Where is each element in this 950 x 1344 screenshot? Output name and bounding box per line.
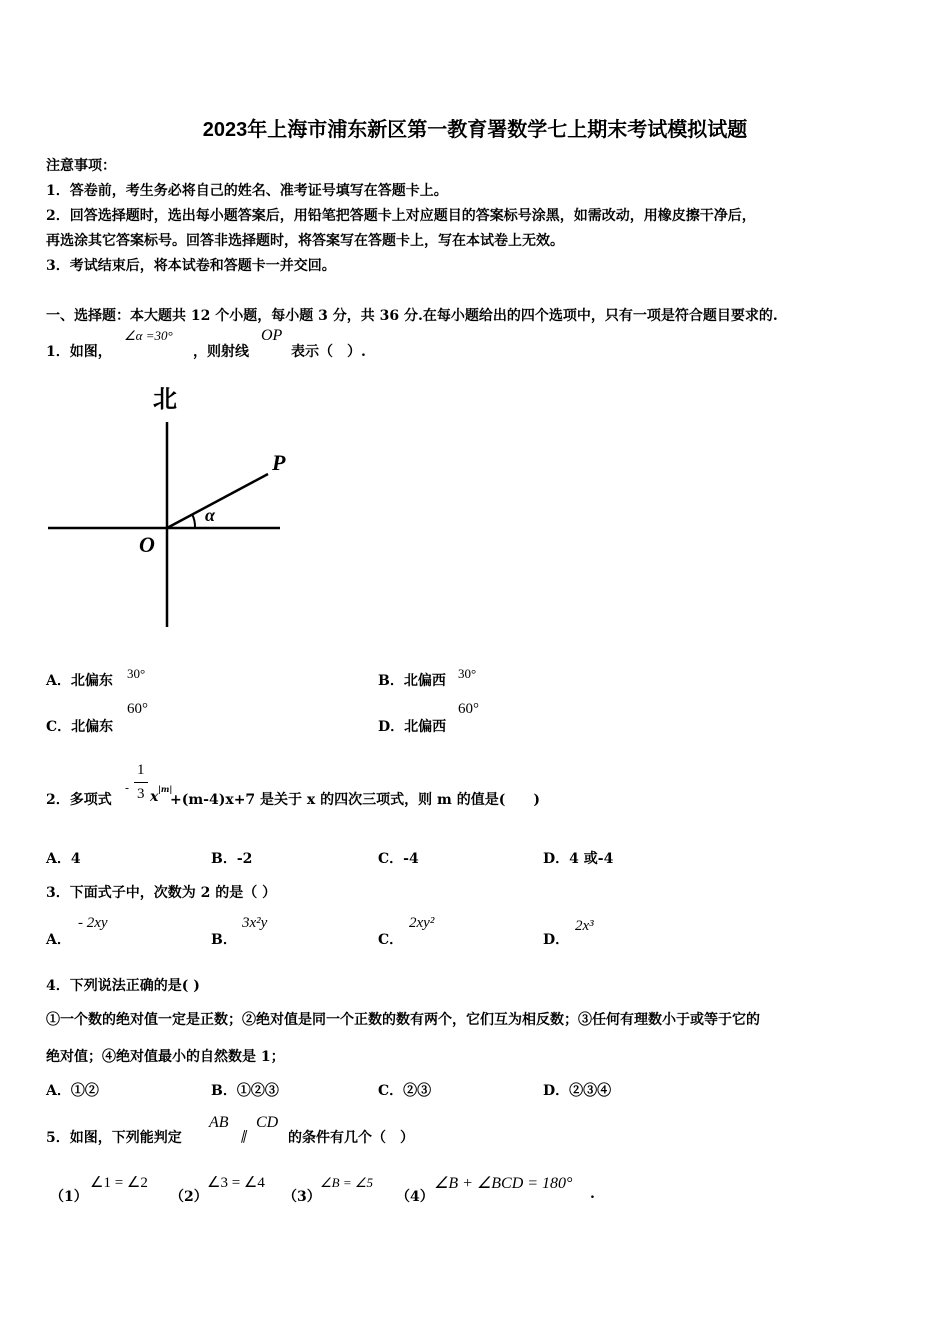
q2-minus: -: [125, 781, 130, 795]
q5-label-1: （1）: [50, 1189, 88, 1205]
q5-parallel: ∥: [240, 1128, 247, 1143]
q5-label-4: （4）: [396, 1189, 434, 1205]
q1-option-a-value: 30°: [127, 666, 146, 681]
q5-cond-4: ∠B + ∠BCD = 180°: [434, 1175, 573, 1192]
north-label: 北: [153, 385, 177, 413]
q5-ab: AB: [209, 1114, 229, 1131]
alpha-label: α: [205, 505, 215, 525]
q3-expr-a: - 2xy: [78, 915, 108, 931]
section-heading: 一、选择题：本大题共 12 个小题，每小题 3 分，共 36 分.在每小题给出的四个选项中，只有一项是符合题目要求的.: [46, 308, 778, 324]
origin-label: O: [139, 532, 155, 557]
q2-option-b: B．-2: [211, 851, 253, 867]
q4-stem: 4．下列说法正确的是( ): [46, 978, 200, 994]
q2-option-a: A．4: [46, 851, 81, 867]
notice-item-2-cont: 再选涂其它答案标号。回答非选择题时，将答案写在答题卡上，写在本试卷上无效。: [46, 233, 564, 249]
q5-label-2: （2）: [170, 1189, 208, 1205]
q4-body-line2: 绝对值；④绝对值最小的自然数是 1；: [46, 1049, 285, 1065]
direction-figure: [40, 380, 300, 635]
q4-body-line1: ①一个数的绝对值一定是正数；②绝对值是同一个正数的数有两个，它们互为相反数；③任何有理数小于或等于它的: [46, 1012, 760, 1028]
q1-option-b: B．北偏西: [378, 673, 446, 689]
q2-rest: +(m-4)x+7 是关于 x 的四次三项式，则 m 的值是( ): [170, 792, 540, 808]
angle-arc: [192, 514, 195, 528]
page-title: 2023年上海市浦东新区第一教育署数学七上期末考试模拟试题: [202, 119, 748, 141]
q1-option-d: D．北偏西: [378, 719, 447, 735]
q3-stem: 3．下面式子中，次数为 2 的是（ ）: [46, 885, 277, 901]
q2-var-x: x: [150, 789, 159, 805]
q4-option-c: C．②③: [378, 1083, 432, 1099]
q1-option-c: C．北偏东: [46, 719, 114, 735]
q1-option-d-value: 60°: [458, 701, 479, 717]
q4-option-d: D．②③④: [543, 1083, 612, 1099]
notice-heading: 注意事项：: [46, 158, 116, 174]
q3-label-b: B．: [211, 932, 237, 948]
notice-item-2: 2．回答选择题时，选出每小题答案后，用铅笔把答题卡上对应题目的答案标号涂黑，如需改动，用橡皮擦干净后，: [46, 208, 756, 224]
q1-prefix: 1．如图，: [46, 344, 112, 360]
notice-item-3: 3．考试结束后，将本试卷和答题卡一并交回。: [46, 258, 336, 274]
q2-frac-den: 3: [137, 786, 145, 802]
q2-frac-bar: [134, 782, 148, 783]
q3-expr-d: 2x³: [575, 918, 594, 934]
q1-suffix: 表示（ ）.: [291, 344, 366, 360]
q3-label-a: A．: [46, 932, 71, 948]
q5-cond-3: ∠B = ∠5: [320, 1175, 374, 1190]
q2-option-c: C．-4: [378, 851, 419, 867]
q2-prefix: 2．多项式: [46, 792, 112, 808]
q2-exponent: |m|: [158, 784, 173, 794]
q1-condition: ∠α =30°: [124, 328, 173, 343]
q3-label-d: D．: [543, 932, 570, 948]
q4-option-a: A．①②: [46, 1083, 99, 1099]
q4-option-b: B．①②③: [211, 1083, 279, 1099]
notice-item-1: 1．答卷前，考生务必将自己的姓名、准考证号填写在答题卡上。: [46, 183, 448, 199]
q2-option-d: D．4 或-4: [543, 851, 614, 867]
q3-expr-c: 2xy²: [409, 915, 435, 931]
q5-suffix: 的条件有几个（ ）: [288, 1130, 414, 1146]
q1-option-a: A．北偏东: [46, 673, 113, 689]
q1-option-b-value: 30°: [458, 666, 477, 681]
q5-cond-1: ∠1 = ∠2: [90, 1175, 148, 1191]
q5-label-3: （3）: [283, 1189, 321, 1205]
q3-expr-b: 3x²y: [242, 915, 268, 931]
q5-cd: CD: [256, 1114, 279, 1131]
q5-end: .: [590, 1186, 595, 1202]
point-p-label: P: [272, 450, 286, 475]
q5-cond-2: ∠3 = ∠4: [207, 1175, 265, 1191]
q1-option-c-value: 60°: [127, 701, 148, 717]
q1-mid: ，则射线: [193, 344, 249, 360]
q3-label-c: C．: [378, 932, 404, 948]
ray-op: [167, 474, 268, 528]
q1-ray: OP: [261, 327, 283, 344]
q5-prefix: 5．如图，下列能判定: [46, 1130, 182, 1146]
q2-frac-num: 1: [137, 762, 145, 778]
